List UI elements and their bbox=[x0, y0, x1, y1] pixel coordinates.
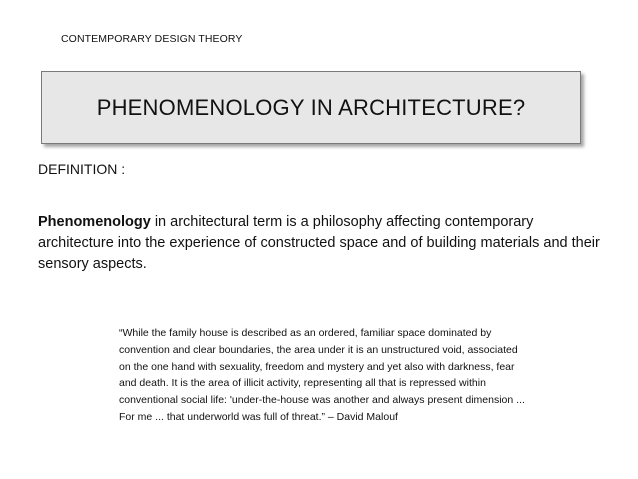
definition-term: Phenomenology bbox=[38, 214, 151, 230]
quote-block: “While the family house is described as an ordered, familiar space dominated by convention and clear boundaries, the area under it is an unstructured void, associated on the one hand with sexuality, freedom and mystery and yet also with darkness, fear and death. It is the area of illicit activity, representing all that is repressed within conventional social life: 'under-the-house was another and always present dimension ... For me ... that underworld was full of threat.” – David Malouf bbox=[119, 327, 525, 423]
definition-heading: DEFINITION : bbox=[38, 161, 126, 177]
title-box bbox=[41, 71, 581, 144]
slide-title: PHENOMENOLOGY IN ARCHITECTURE? bbox=[96, 94, 526, 120]
definition-paragraph bbox=[38, 212, 608, 275]
definition-text: in architectural term is a philosophy affecting contemporary architecture into the experience of constructed space and of building materials and their sensory aspects. bbox=[38, 214, 600, 272]
course-label: CONTEMPORARY DESIGN THEORY bbox=[61, 33, 243, 45]
